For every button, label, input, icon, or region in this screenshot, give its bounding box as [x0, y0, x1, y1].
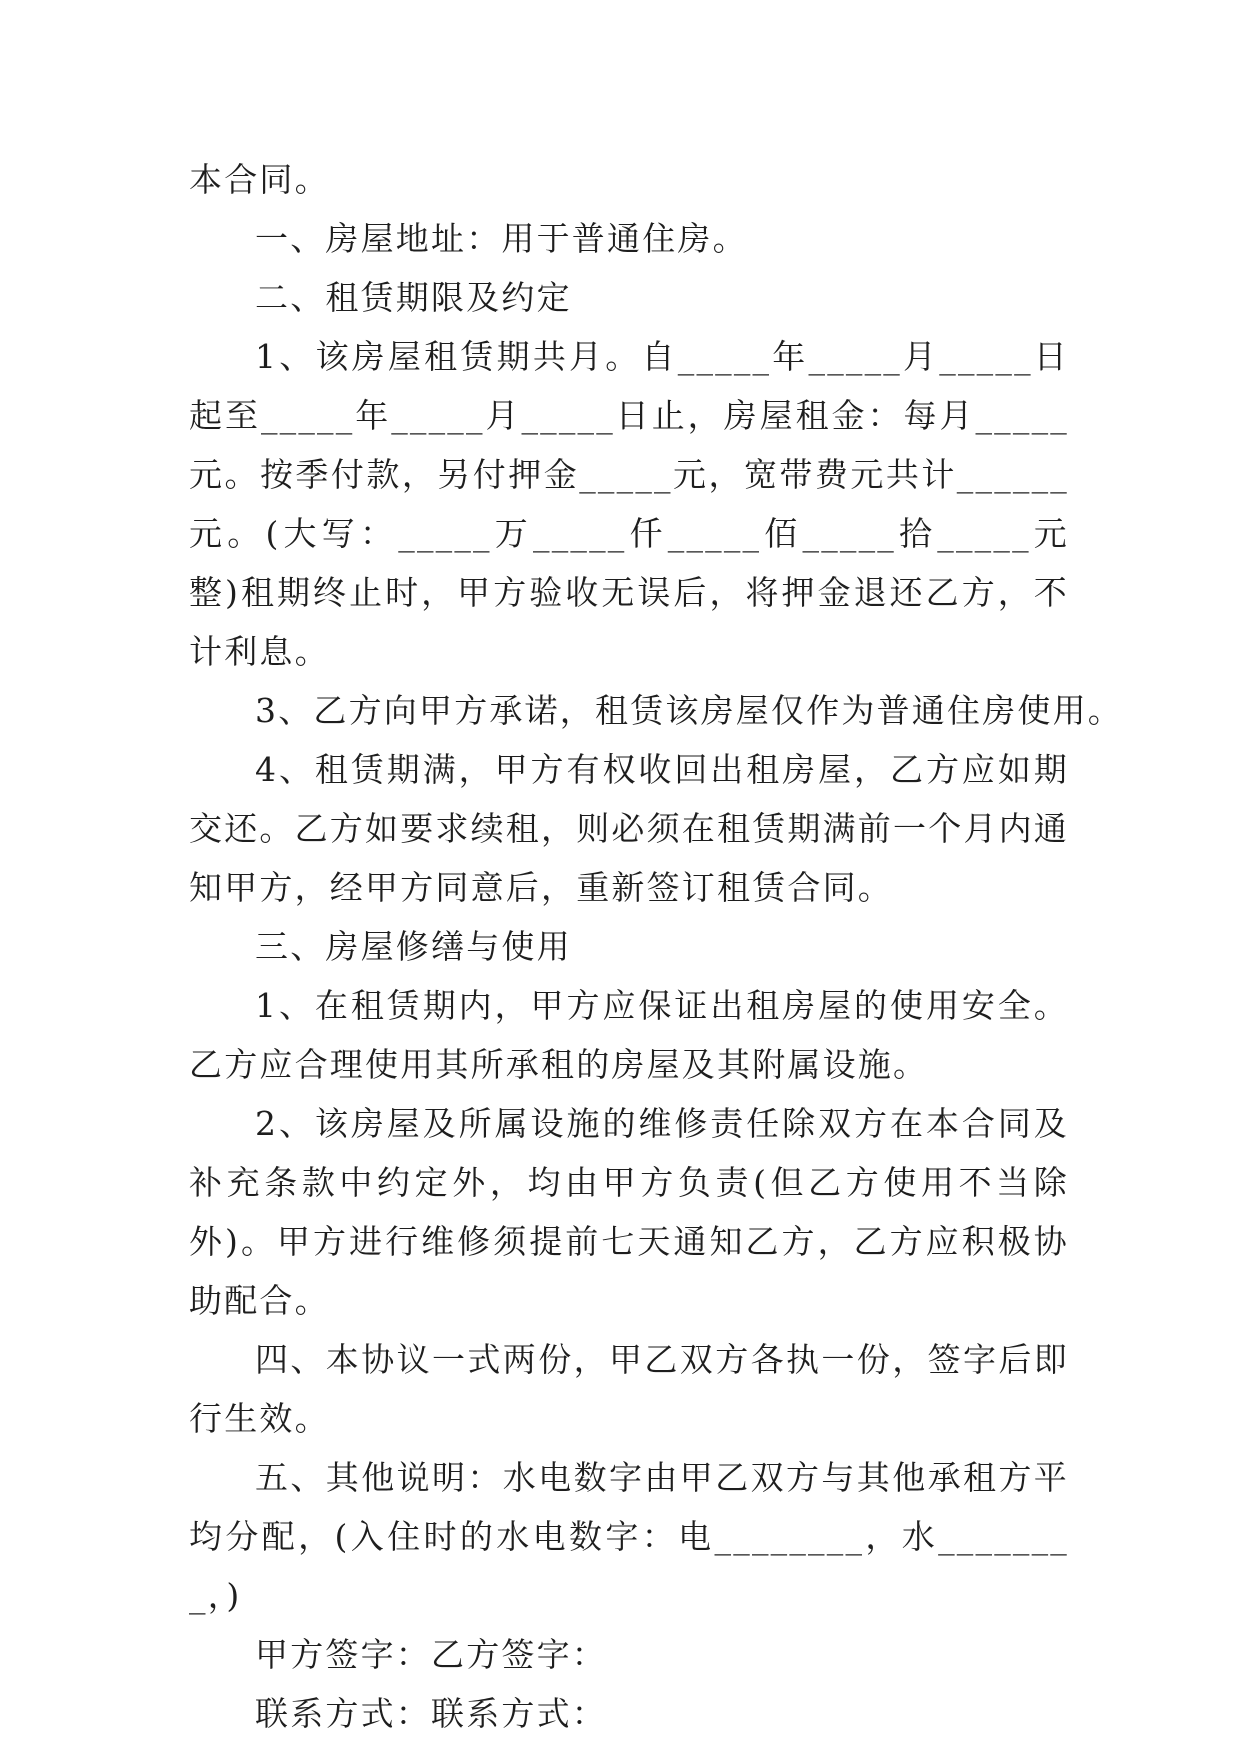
paragraph-copies: 四、本协议一式两份，甲乙双方各执一份，签字后即行生效。	[189, 1340, 1069, 1438]
contract-body	[189, 150, 1123, 1743]
paragraph-contract-end: 本合同。	[189, 160, 330, 199]
paragraph-residential-use: 3、乙方向甲方承诺，租赁该房屋仅作为普通住房使用。	[255, 691, 1123, 730]
contact-line: 联系方式：联系方式：	[255, 1694, 607, 1733]
paragraph-safety: 1、在租赁期内，甲方应保证出租房屋的使用安全。乙方应合理使用其所承租的房屋及其附属设施。	[189, 986, 1069, 1084]
paragraph-maintenance: 2、该房屋及所属设施的维修责任除双方在本合同及补充条款中约定外，均由甲方负责(但乙方使用不当除外)。甲方进行维修须提前七天通知乙方，乙方应积极协助配合。	[189, 1104, 1069, 1320]
paragraph-lease-period-rent: 1、该房屋租赁期共月。自_____年_____月_____日起至_____年_____月_____日止，房屋租金：每月_____元。按季付款，另付押金_____元，宽带费元共计______元。(大写：_____万_____仟_____佰_____拾_____元整)租期终止时，甲方验收无误后，将押金退还乙方，不计利息。	[189, 337, 1069, 671]
signature-line: 甲方签字：乙方签字：	[255, 1635, 607, 1674]
paragraph-house-address: 一、房屋地址：用于普通住房。	[255, 219, 748, 258]
heading-repair-use: 三、房屋修缮与使用	[255, 927, 572, 966]
paragraph-utilities: 五、其他说明：水电数字由甲乙双方与其他承租方平均分配，(入住时的水电数字：电________，水________，)	[189, 1458, 1069, 1615]
paragraph-lease-expiry: 4、租赁期满，甲方有权收回出租房屋，乙方应如期交还。乙方如要求续租，则必须在租赁期满前一个月内通知甲方，经甲方同意后，重新签订租赁合同。	[189, 750, 1069, 907]
heading-lease-term: 二、租赁期限及约定	[255, 278, 572, 317]
